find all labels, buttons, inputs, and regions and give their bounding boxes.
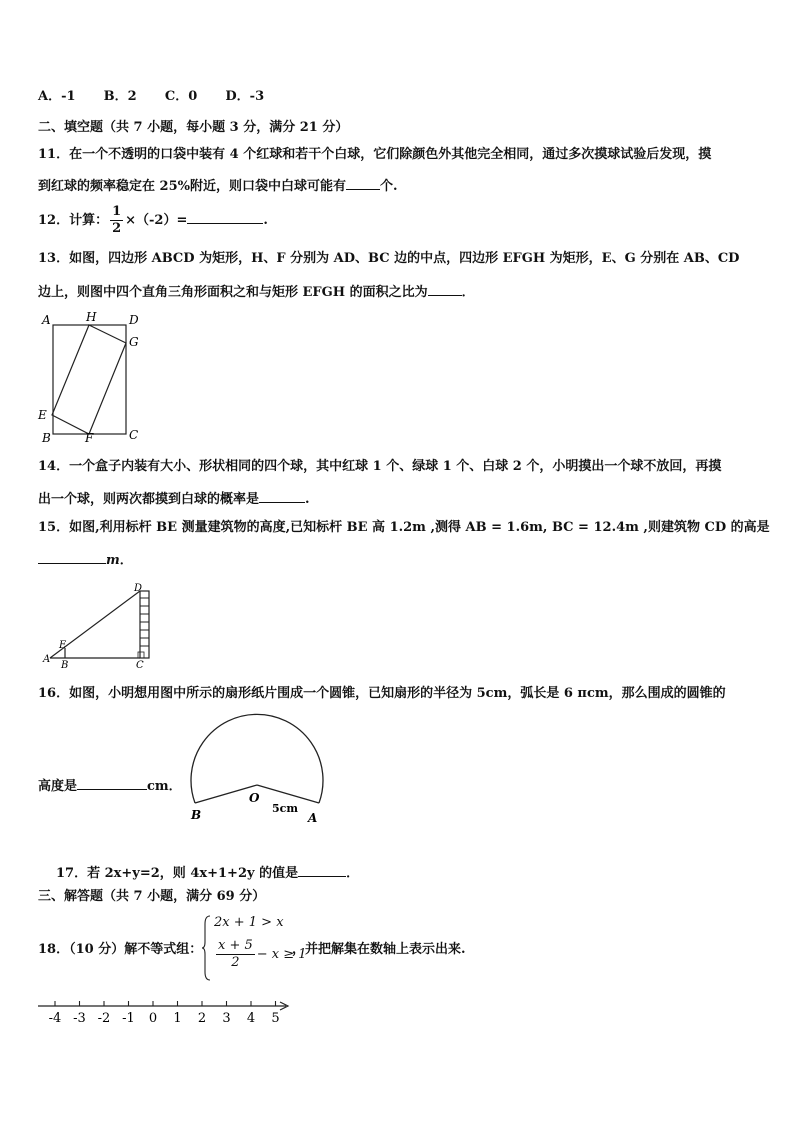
- q12-suffix: .: [263, 213, 268, 228]
- q11-answer-blank[interactable]: [346, 175, 380, 190]
- label-a: A: [43, 654, 51, 665]
- q15-building-figure: [40, 582, 160, 670]
- q18-prefix: 18．（10 分）解不等式组：: [38, 942, 203, 957]
- q17-text: 17．若 2x+y=2，则 4x+1+2y 的值是: [56, 866, 299, 881]
- tick-label: 1: [173, 1011, 182, 1026]
- q11-text: 到红球的频率稳定在 25%附近，则口袋中白球可能有: [38, 179, 346, 194]
- section2-heading: 二、填空题（共 7 小题，每小题 3 分，满分 21 分）: [38, 120, 349, 135]
- rect-efgh: [52, 325, 126, 434]
- q16-line1: 16．如图，小明想用图中所示的扇形纸片围成一个圆锥，已知扇形的半径为 5cm，弧长是 6 πcm，那么围成的圆锥的: [38, 686, 726, 701]
- q16-text: 高度是: [38, 779, 78, 794]
- q18-ineq2-fraction: [216, 938, 255, 971]
- label-d: D: [129, 313, 139, 327]
- choice-a: A．-1: [38, 89, 76, 104]
- label-o: O: [249, 791, 260, 805]
- label-c: C: [136, 660, 144, 670]
- q12-frac-den: 2: [112, 221, 122, 236]
- q13-text: 边上，则图中四个直角三角形面积之和与矩形 EFGH 的面积之比为: [38, 285, 428, 300]
- q11-line2: [38, 175, 398, 197]
- label-a: A: [308, 811, 318, 825]
- tick-label: -4: [48, 1011, 62, 1026]
- tick-label: -3: [73, 1011, 86, 1026]
- q13-line2: [38, 281, 475, 303]
- q14-line2: [38, 488, 310, 510]
- q16-answer-blank[interactable]: [77, 775, 147, 790]
- choice-d: D．-3: [225, 89, 265, 104]
- q15-answer-blank[interactable]: [38, 549, 106, 564]
- q13-suffix: ．: [461, 285, 475, 300]
- label-g: G: [129, 335, 139, 349]
- label-b: B: [61, 660, 69, 670]
- q13-rectangle-figure: [34, 308, 146, 444]
- q15-unit: m: [106, 553, 120, 568]
- tick-label: 3: [222, 1011, 231, 1026]
- section3-heading: 三、解答题（共 7 小题，满分 69 分）: [38, 889, 266, 904]
- q18-ineq1: 2x + 1 > x: [214, 915, 284, 930]
- label-e: E: [59, 640, 67, 651]
- q18-ineq2-rest: − x ≥ 1: [256, 947, 307, 962]
- q12-frac-num: 1: [112, 204, 122, 219]
- label-b: B: [42, 431, 51, 444]
- tick-label: 4: [246, 1011, 256, 1026]
- q16-line2: [38, 775, 182, 797]
- q15-line2: [38, 549, 133, 571]
- q13-line1: 13．如图，四边形 ABCD 为矩形，H、F 分别为 AD、BC 边的中点，四边形 EFGH 为矩形，E、G 分别在 AB、CD: [38, 251, 740, 266]
- label-d: D: [134, 583, 143, 594]
- label-f: F: [85, 431, 94, 444]
- q12-line: [38, 204, 268, 238]
- q12-prefix: 12．计算：: [38, 213, 109, 228]
- q18-suffix: ，并把解集在数轴上表示出来.: [292, 942, 466, 957]
- q16-suffix: cm．: [147, 779, 182, 794]
- label-e: E: [38, 408, 47, 422]
- q14-answer-blank[interactable]: [259, 488, 305, 503]
- choice-b: B．2: [103, 89, 137, 104]
- q17-suffix: ．: [346, 866, 360, 881]
- brace-icon: [202, 914, 212, 982]
- choice-c: C．0: [164, 89, 198, 104]
- label-c: C: [129, 428, 139, 442]
- q12-answer-blank[interactable]: [187, 209, 263, 224]
- q18-frac-num: x + 5: [218, 938, 253, 953]
- q14-line1: 14．一个盒子内装有大小、形状相同的四个球，其中红球 1 个、绿球 1 个、白球 2 个，小明摸出一个球不放回，再摸: [38, 459, 722, 474]
- q17-answer-blank[interactable]: [298, 862, 346, 877]
- q15-line1: 15．如图,利用标杆 BE 测量建筑物的高度,已知标杆 BE 高 1.2m ,测得 AB = 1.6m, BC = 12.4m ,则建筑物 CD 的高是: [38, 520, 770, 535]
- label-a: A: [42, 313, 51, 327]
- tick-label: 2: [197, 1011, 207, 1026]
- q18-inequality-system: [202, 914, 307, 984]
- tick-label: 0: [148, 1011, 158, 1026]
- number-line: [34, 998, 296, 1028]
- q16-sector-figure: [186, 706, 332, 826]
- rect-abcd: [53, 325, 126, 434]
- label-h: H: [86, 310, 97, 324]
- tick-label: -2: [97, 1011, 111, 1026]
- q18-frac-den: 2: [231, 955, 240, 970]
- label-b: B: [191, 808, 202, 822]
- q11-line1: 11．在一个不透明的口袋中装有 4 个红球和若干个白球，它们除颜色外其他完全相同，通过多次摸球试验后发现，摸: [38, 147, 712, 162]
- q17-line: [56, 862, 359, 884]
- q13-answer-blank[interactable]: [428, 281, 462, 296]
- choice-row: [38, 87, 288, 107]
- q15-suffix: ．: [119, 553, 133, 568]
- tick-label: 5: [271, 1011, 280, 1026]
- q12-expr: ×（-2）=: [125, 213, 188, 228]
- q11-suffix: 个.: [379, 179, 398, 194]
- q14-suffix: .: [305, 492, 310, 507]
- q14-text: 出一个球，则两次都摸到白球的概率是: [38, 492, 260, 507]
- label-radius: 5cm: [272, 802, 298, 815]
- q12-fraction: [110, 204, 123, 237]
- tick-label: -1: [122, 1011, 135, 1026]
